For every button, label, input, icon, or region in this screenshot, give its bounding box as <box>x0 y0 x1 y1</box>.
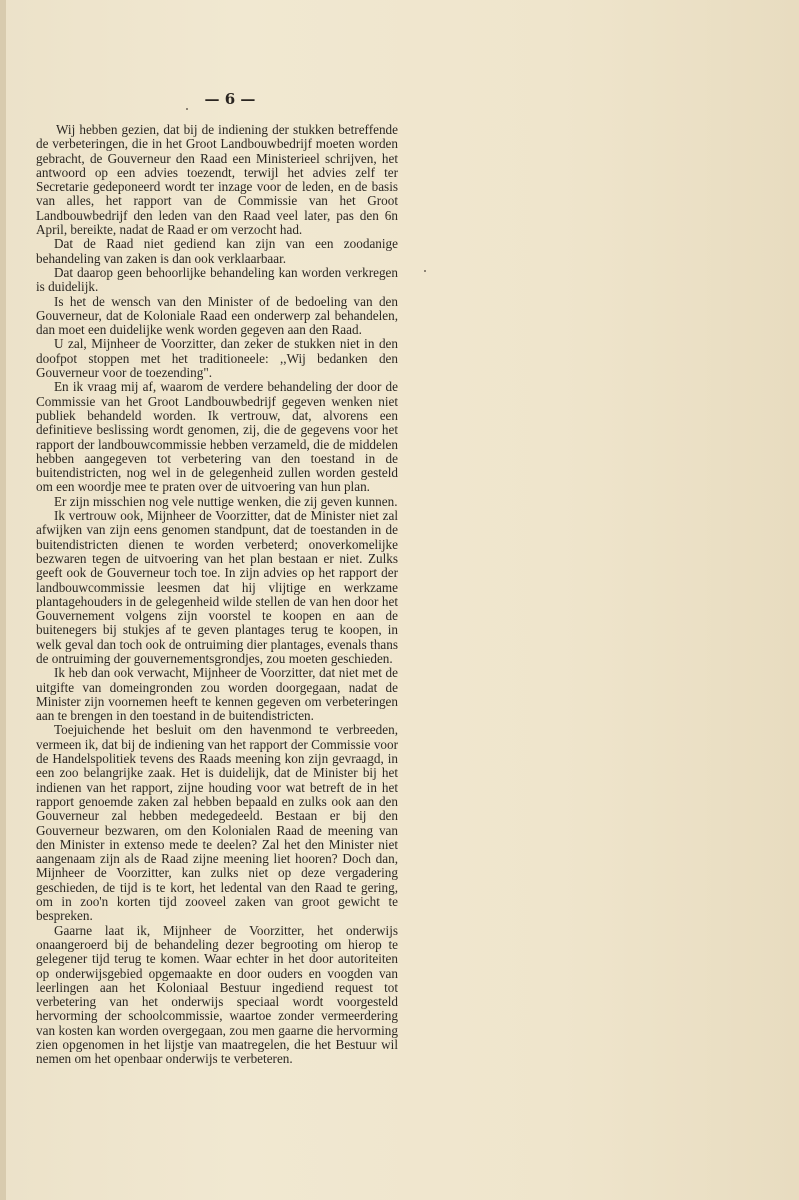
page-number: — 6 — <box>204 90 256 108</box>
body-text <box>36 123 398 1067</box>
paragraph-5: U zal, Mijnheer de Voorzitter, dan zeker de stukken niet in den doofpot stoppen met het traditioneele: ,,Wij bedanken den Gouverneur voor de toezending". <box>36 336 398 381</box>
paragraph-4: Is het de wensch van den Minister of de bedoeling van den Gouverneur, dat de Koloniale Raad een onderwerp zal behandelen, dan moet een duidelijke wenk worden gegeven aan den Raad. <box>36 293 398 338</box>
paragraph-8: Ik vertrouw ook, Mijnheer de Voorzitter, dat de Minister niet zal afwijken van zijn eens genomen standpunt, dat de toestanden in de buitendistricten dienen te worden verbeterd; onoverkomelijke bezwaren tegen de uitvoering van het plan bestaan er niet. Zulks geeft ook de Gouverneur toch toe. In zijn advies op het rapport der landbouwcommissie leesmen dat hij vlijtige en werkzame plantagehouders in de gelegenheid wilde stellen de van hen door het Gouvernement volgens zijn voorstel te koopen en aan de buitenegers bij stukjes af te geven plantages terug te koopen, in welk geval dan toch ook de ontruiming dier plantages, evenals thans de ontruiming der gouvernementsgrondjes, zou moeten geschieden. <box>36 508 398 666</box>
paragraph-9: Ik heb dan ook verwacht, Mijnheer de Voorzitter, dat niet met de uitgifte van domeingronden zou worden doorgegaan, nadat de Minister zijn voornemen heeft te kennen gegeven om verbeteringen aan te brengen in den toestand in de buitendistricten. <box>36 665 398 724</box>
paragraph-11: Gaarne laat ik, Mijnheer de Voorzitter, het onderwijs onaangeroerd bij de behandeling dezer begrooting om hierop te gelegener tijd terug te komen. Waar echter in het door autoriteiten op onderwijsgebied opgemaakte en door ouders en voogden van leerlingen aan het Koloniaal Bestuur ingediend request tot verbetering van het onderwijs speciaal wordt voorgesteld hervorming der schoolcommissie, waartoe zonder vermeerdering van kosten kan worden overgegaan, zou men gaarne die hervorming zien opgenomen in het lijstje van maatregelen, die het Bestuur wil nemen om het openbaar onderwijs te verbeteren. <box>36 922 398 1067</box>
paragraph-3: Dat daarop geen behoorlijke behandeling kan worden verkregen is duidelijk. <box>36 264 398 295</box>
paragraph-2: Dat de Raad niet gediend kan zijn van een zoodanige behandeling van zaken is dan ook verklaarbaar. <box>36 236 398 266</box>
paragraph-1: Wij hebben gezien, dat bij de indiening der stukken betreffende de verbeteringen, die in het Groot Landbouwbedrijf moeten worden gebracht, de Gouverneur den Raad een Ministerieel schrijven, het antwoord op een advies toezendt, terwijl het advies zelf ter Secretarie gedeponeerd wordt ter inzage voor de leden, en de basis van alles, het rapport van de Commissie van het Groot Landbouwbedrijf den leden van den Raad veel later, pas den 6n April, bereikte, nadat de Raad er om verzocht had. <box>36 122 398 238</box>
paragraph-6: En ik vraag mij af, waarom de verdere behandeling der door de Commissie van het Groot Landbouwbedrijf gegeven wenken niet publiek behandeld worden. Ik vertrouw, dat, alvorens een definitieve beslissing wordt genomen, zij, die de gegevens voor het rapport der landbouwcommissie hebben verzameld, die de middelen hebben aangegeven tot verbetering van den toestand in de buitendistricten, nog wel in de gelegenheid zullen worden gesteld om een woordje mee te praten over de uitvoering van hun plan. <box>36 379 398 495</box>
paper-speck <box>424 270 426 272</box>
paragraph-7: Er zijn misschien nog vele nuttige wenken, die zij geven kunnen. <box>54 493 398 509</box>
paragraph-10: Toejuichende het besluit om den havenmond te verbreeden, vermeen ik, dat bij de indiening van het rapport der Commissie voor de Handelspolitiek tevens des Raads meening kon zijn gevraagd, in een zoo belangrijke zaak. Het is duidelijk, dat de Minister bij het indienen van het rapport, zijne houding voor wat betreft de in het rapport genoemde zaken zal hebben bepaald en zulks ook aan den Gouverneur zal hebben medegedeeld. Bestaan er bij den Gouverneur bezwaren, om den Kolonialen Raad de meening van den Minister in extenso mede te deelen? Zal het den Minister niet aangenaam zijn als de Raad zijne meening liet hooren? Doch dan, Mijnheer de Voorzitter, kan zulks niet op deze vergadering geschieden, de tijd is te kort, het ledental van den Raad te gering, om in zoo'n korten tijd zooveel zaken van groot gewicht te bespreken. <box>36 722 398 924</box>
paper-speck <box>186 108 188 110</box>
